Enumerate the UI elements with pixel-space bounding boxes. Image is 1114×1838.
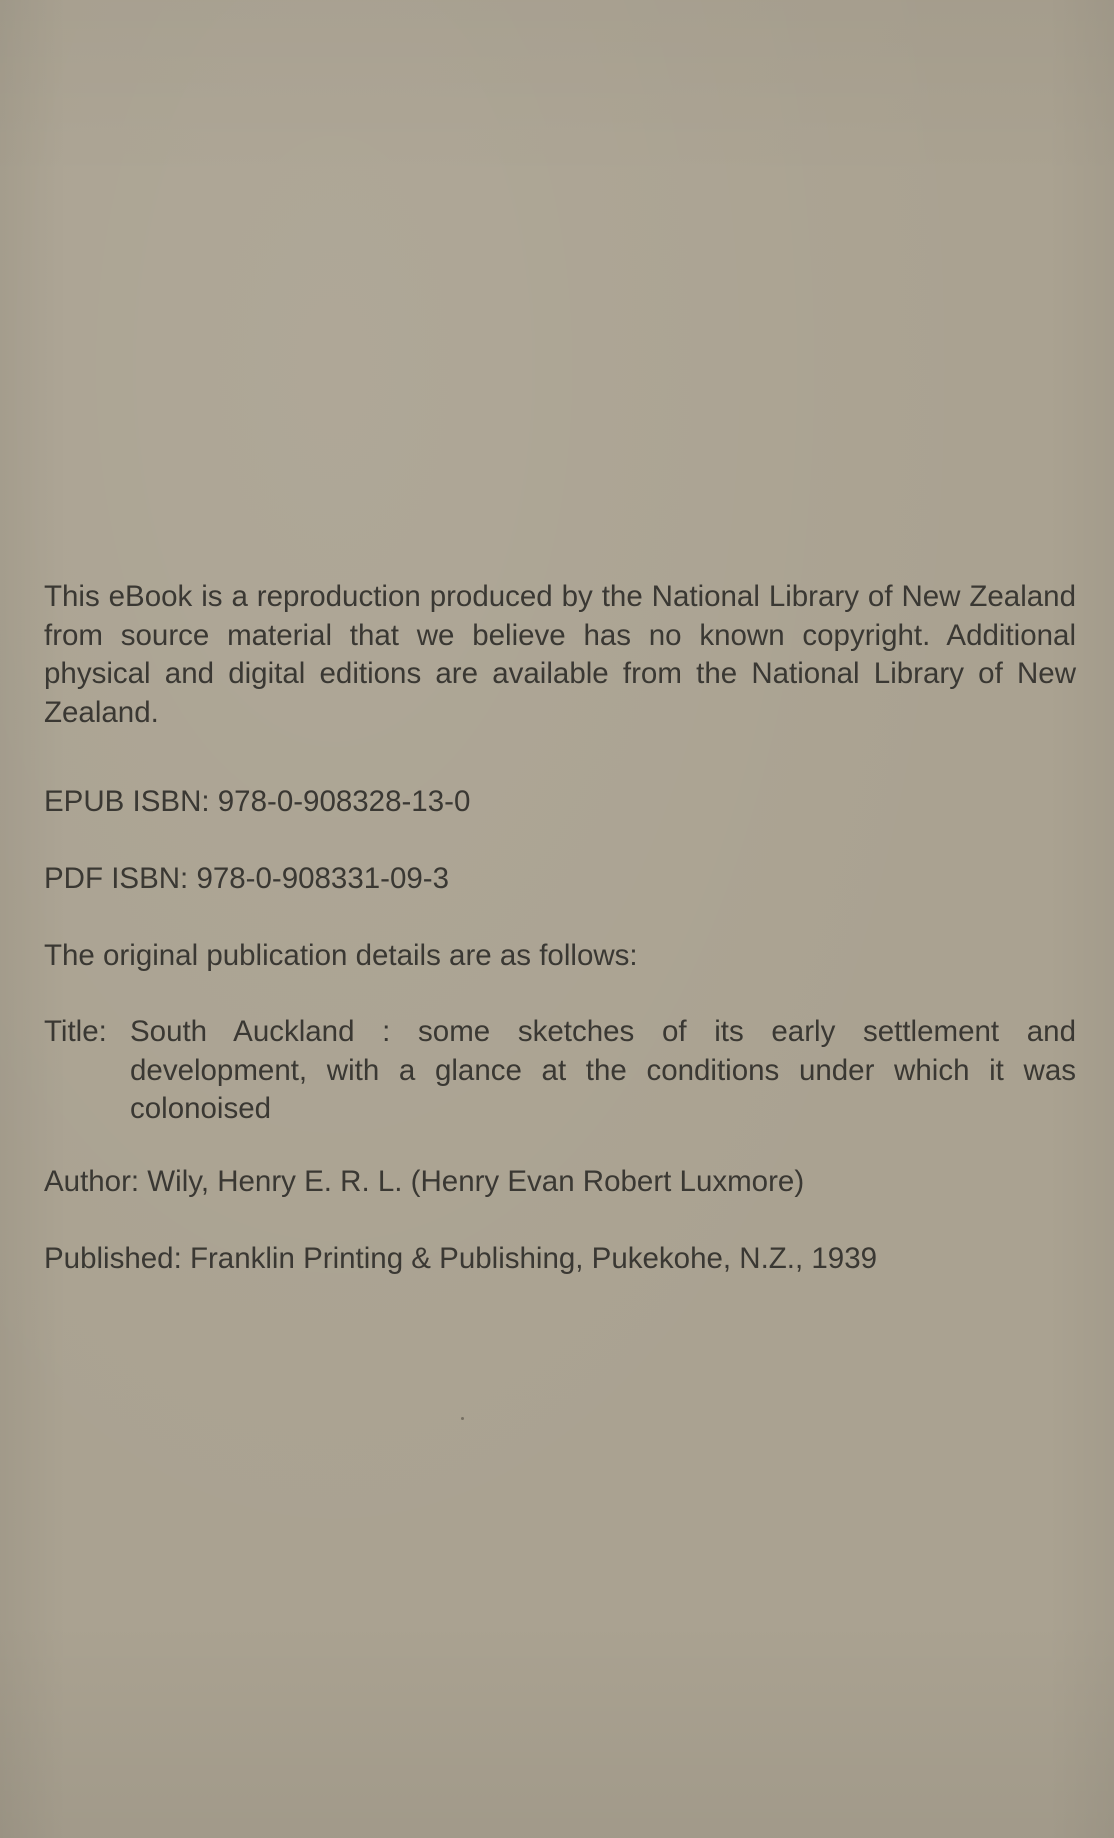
paper-speck — [461, 1417, 464, 1420]
title-value: South Auckland : some sketches of its early settlement and development, with a glance at the conditions under which it was colonoised — [130, 1015, 1076, 1125]
title-label: Title: — [44, 1015, 107, 1048]
publication-published: Published: Franklin Printing & Publishing, Pukekohe, N.Z., 1939 — [44, 1242, 878, 1275]
original-publication-heading: The original publication details are as follows: — [44, 939, 638, 972]
reproduction-notice: This eBook is a reproduction produced by the National Library of New Zealand from source material that we believe has no known copyright. Additional physical and digital editions are available from the National Library of New Zealand. — [44, 580, 1076, 729]
publication-title-row — [44, 1013, 1076, 1129]
epub-isbn: EPUB ISBN: 978-0-908328-13-0 — [44, 785, 471, 818]
publication-author: Author: Wily, Henry E. R. L. (Henry Evan Robert Luxmore) — [44, 1165, 805, 1198]
pdf-isbn: PDF ISBN: 978-0-908331-09-3 — [44, 862, 450, 895]
